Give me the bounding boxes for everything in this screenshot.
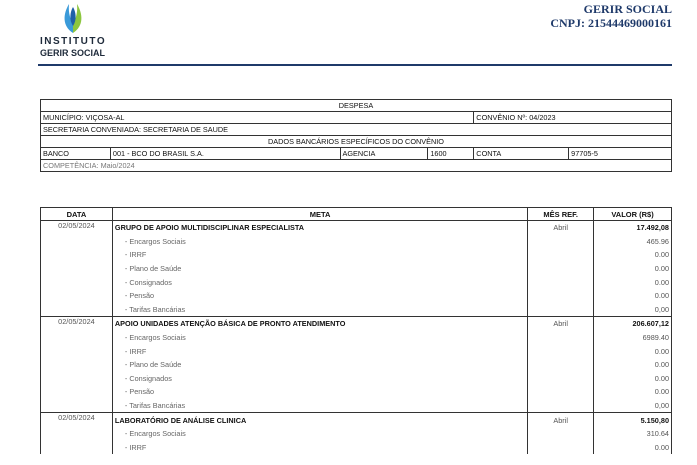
item-ref-empty: [528, 385, 594, 399]
item-ref-empty: [528, 262, 594, 276]
item-ref-empty: [528, 289, 594, 303]
flame-logo-icon: [58, 0, 88, 34]
org-cnpj: CNPJ: 21544469000161: [550, 16, 672, 30]
expense-item-row: [41, 262, 672, 276]
group-ref-month: Abril: [528, 317, 594, 331]
item-value: 0,00: [594, 303, 672, 317]
item-value: 0.00: [594, 289, 672, 303]
group-date: 02/05/2024: [41, 317, 113, 331]
item-ref-empty: [528, 248, 594, 262]
expense-item-row: [41, 275, 672, 289]
group-meta: GRUPO DE APOIO MULTIDISCIPLINAR ESPECIALISTA: [112, 221, 527, 235]
item-label: - Pensão: [112, 385, 527, 399]
item-value: 0.00: [594, 358, 672, 372]
item-date-empty: [41, 235, 113, 249]
item-date-empty: [41, 289, 113, 303]
col-header-date: DATA: [41, 208, 113, 221]
item-value: 0.00: [594, 441, 672, 455]
item-ref-empty: [528, 303, 594, 317]
group-meta: APOIO UNIDADES ATENÇÃO BÁSICA DE PRONTO ATENDIMENTO: [112, 317, 527, 331]
item-date-empty: [41, 275, 113, 289]
item-label: - Encargos Sociais: [112, 427, 527, 441]
expense-header-table: [40, 99, 672, 172]
conta-label: CONTA: [474, 148, 569, 160]
org-info: [550, 2, 672, 30]
group-value: 17.492,08: [594, 221, 672, 235]
item-date-empty: [41, 441, 113, 455]
bank-data-title: DADOS BANCÁRIOS ESPECÍFICOS DO CONVÊNIO: [41, 136, 672, 148]
item-date-empty: [41, 427, 113, 441]
competencia-field: COMPETÊNCIA: Maio/2024: [41, 160, 672, 172]
item-ref-empty: [528, 441, 594, 455]
item-value: 310.64: [594, 427, 672, 441]
expense-group-row: [41, 413, 672, 427]
item-value: 0.00: [594, 344, 672, 358]
item-ref-empty: [528, 235, 594, 249]
item-label: - IRRF: [112, 248, 527, 262]
expense-group-row: [41, 317, 672, 331]
expense-item-row: [41, 385, 672, 399]
item-value: 0,00: [594, 399, 672, 413]
item-value: 6989.40: [594, 331, 672, 345]
col-header-ref: MÊS REF.: [528, 208, 594, 221]
org-name: GERIR SOCIAL: [583, 2, 672, 16]
expense-detail-table: [40, 207, 672, 454]
expense-item-row: [41, 358, 672, 372]
col-header-value: VALOR (R$): [594, 208, 672, 221]
group-value: 206.607,12: [594, 317, 672, 331]
item-label: - Plano de Saúde: [112, 262, 527, 276]
item-label: - IRRF: [112, 344, 527, 358]
item-label: - Consignados: [112, 275, 527, 289]
expense-item-row: [41, 289, 672, 303]
header-divider: [38, 64, 672, 66]
agencia-label: AGENCIA: [340, 148, 428, 160]
municipio-field: MUNICÍPIO: VIÇOSA-AL: [41, 112, 474, 124]
item-value: 465.96: [594, 235, 672, 249]
item-date-empty: [41, 331, 113, 345]
group-ref-month: Abril: [528, 413, 594, 427]
item-ref-empty: [528, 331, 594, 345]
expense-item-row: [41, 235, 672, 249]
item-label: - Consignados: [112, 372, 527, 386]
item-ref-empty: [528, 344, 594, 358]
item-label: - IRRF: [112, 441, 527, 455]
expense-item-row: [41, 427, 672, 441]
expense-group-row: [41, 221, 672, 235]
banco-label: BANCO: [41, 148, 111, 160]
item-value: 0.00: [594, 275, 672, 289]
logo-text-instituto: INSTITUTO: [40, 36, 107, 47]
logo-text-gerir-social: GERIR SOCIAL: [40, 48, 106, 58]
expense-item-row: [41, 399, 672, 413]
item-value: 0.00: [594, 262, 672, 276]
item-ref-empty: [528, 427, 594, 441]
expense-item-row: [41, 331, 672, 345]
expense-item-row: [41, 344, 672, 358]
item-label: - Pensão: [112, 289, 527, 303]
item-value: 0.00: [594, 385, 672, 399]
expense-item-row: [41, 441, 672, 455]
group-value: 5.150,80: [594, 413, 672, 427]
item-label: - Plano de Saúde: [112, 358, 527, 372]
group-ref-month: Abril: [528, 221, 594, 235]
item-value: 0.00: [594, 248, 672, 262]
item-label: - Encargos Sociais: [112, 331, 527, 345]
item-date-empty: [41, 399, 113, 413]
item-date-empty: [41, 358, 113, 372]
item-ref-empty: [528, 372, 594, 386]
expense-item-row: [41, 248, 672, 262]
banco-value: 001 - BCO DO BRASIL S.A.: [110, 148, 340, 160]
item-date-empty: [41, 344, 113, 358]
conta-value: 97705-5: [569, 148, 672, 160]
institute-logo: [38, 0, 118, 62]
item-date-empty: [41, 248, 113, 262]
group-meta: LABORATÓRIO DE ANÁLISE CLINICA: [112, 413, 527, 427]
item-date-empty: [41, 303, 113, 317]
item-ref-empty: [528, 358, 594, 372]
item-date-empty: [41, 372, 113, 386]
item-ref-empty: [528, 399, 594, 413]
item-value: 0.00: [594, 372, 672, 386]
col-header-meta: META: [112, 208, 527, 221]
item-label: - Tarifas Bancárias: [112, 303, 527, 317]
agencia-value: 1600: [428, 148, 474, 160]
secretaria-field: SECRETARIA CONVENIADA: SECRETARIA DE SAUDE: [41, 124, 672, 136]
item-label: - Encargos Sociais: [112, 235, 527, 249]
convenio-field: CONVÊNIO Nº: 04/2023: [474, 112, 672, 124]
expense-item-row: [41, 303, 672, 317]
group-date: 02/05/2024: [41, 413, 113, 427]
expense-title: DESPESA: [41, 100, 672, 112]
item-label: - Tarifas Bancárias: [112, 399, 527, 413]
item-date-empty: [41, 385, 113, 399]
item-date-empty: [41, 262, 113, 276]
item-ref-empty: [528, 275, 594, 289]
expense-item-row: [41, 372, 672, 386]
group-date: 02/05/2024: [41, 221, 113, 235]
